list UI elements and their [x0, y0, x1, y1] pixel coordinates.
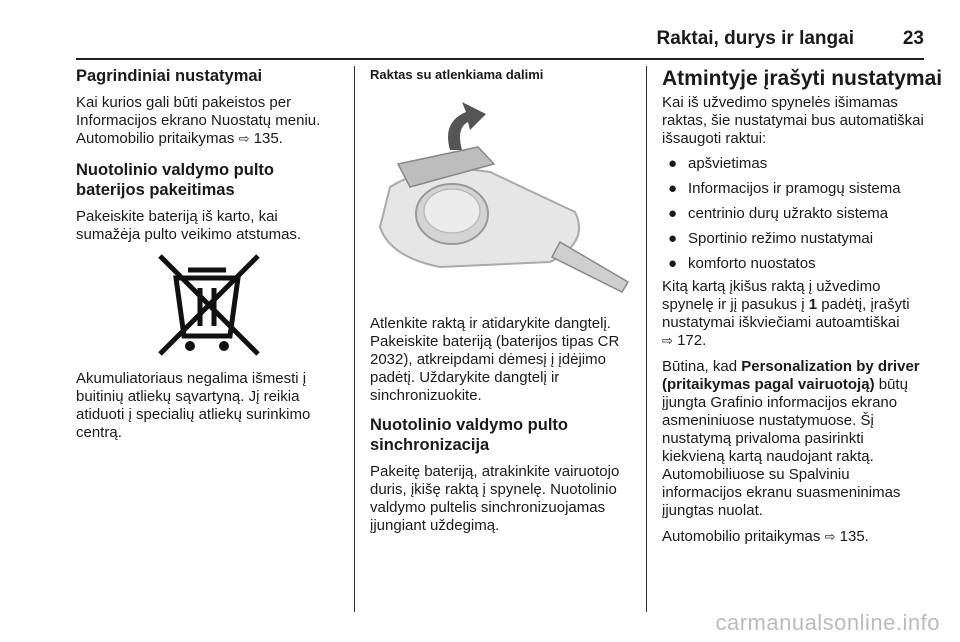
paragraph-battery-replace: Pakeiskite bateriją iš karto, kai sumažėja pulto veikimo atstumas.: [76, 208, 302, 243]
column-divider: [646, 66, 647, 612]
bullet-icon: ●: [668, 255, 678, 272]
heading-battery-replacement: Nuotolinio valdymo pulto baterijos pakeitimas: [76, 161, 274, 199]
heading-stored-settings: Atmintyje įrašyti nustatymai: [662, 67, 943, 90]
paragraph-disposal: Akumuliatoriaus negalima išmesti į buitinių atliekų sąvartyną. Jį reikia atiduoti į specialių atliekų surinkimo centrą.: [76, 370, 311, 441]
bullet-icon: ●: [668, 180, 678, 197]
list-item: ● apšvietimas: [668, 155, 768, 172]
page-reference[interactable]: 135.: [253, 130, 283, 147]
column-3: [662, 66, 943, 546]
page-header: [60, 28, 924, 54]
folding-key-figure: [370, 92, 635, 307]
watermark: carmanualsonline.info: [715, 610, 940, 635]
chapter-title: Raktai, durys ir langai: [656, 28, 854, 49]
list-item: ● Informacijos ir pramogų sistema: [668, 180, 901, 197]
column-divider: [354, 66, 355, 612]
paragraph-fold-open: Atlenkite raktą ir atidarykite dangtelį. Pakeiskite bateriją (baterijos tipas CR 2032), atkreipdami dėmesį į įdėjimo padėtį. Uždarykite dangtelį ir sinchronizuokite.: [370, 315, 620, 404]
bullet-icon: ●: [668, 205, 678, 222]
page-number: 23: [902, 28, 924, 49]
reference-arrow-icon: ⇨: [824, 529, 836, 544]
heading-basic-settings: Pagrindiniai nustatymai: [76, 67, 263, 85]
heading-sync: Nuotolinio valdymo pulto sinchronizacija: [370, 416, 568, 454]
column-2: [370, 66, 635, 535]
list-item: ● komforto nuostatos: [668, 255, 816, 272]
heading-folding-key: Raktas su atlenkiama dalimi: [370, 67, 544, 82]
bullet-icon: ●: [668, 230, 678, 247]
page-reference[interactable]: 172.: [677, 332, 707, 349]
header-rule: [76, 58, 924, 60]
ignition-position: 1: [808, 296, 818, 313]
reference-arrow-icon: ⇨: [238, 131, 250, 146]
crossed-bin-icon: [154, 252, 264, 360]
list-item: ● centrinio durų užrakto sistema: [668, 205, 889, 222]
list-item: ● Sportinio režimo nustatymai: [668, 230, 874, 247]
paragraph-stored-intro: Kai iš užvedimo spynelės išimamas raktas, šie nustatymai bus automatiškai išsaugoti raktui:: [662, 94, 924, 147]
column-1: [76, 66, 344, 442]
page-reference[interactable]: 135.: [839, 528, 869, 545]
paragraph-sync: Pakeitę bateriją, atrakinkite vairuotojo duris, įkišę raktą į spynelę. Nuotolinio valdymo pultelis sinchronizuojamas įjungiant uždegimą.: [370, 463, 620, 534]
bullet-icon: ●: [668, 155, 678, 172]
setting-name: Personalization by driver (pritaikymas pagal vairuotoją): [662, 358, 920, 393]
reference-arrow-icon: ⇨: [662, 333, 673, 348]
paragraph-customization-ref: Automobilio pritaikymas ⇨ 135.: [662, 528, 869, 545]
paragraph-next-time: Kitą kartą įkišus raktą į užvedimo spynelę ir jį pasukus į 1 padėtį, įrašyti nustatymai iškviečiami autoamtiškai ⇨ 172.: [662, 278, 910, 349]
stored-settings-list: [662, 155, 924, 273]
paragraph-basic-settings: Kai kurios gali būti pakeistos per Informacijos ekrano Nuostatų meniu. Automobilio pritaikymas ⇨ 135.: [76, 94, 321, 147]
paragraph-personalization: Būtina, kad Personalization by driver (pritaikymas pagal vairuotoją) būtų įjungta Grafinio informacijos ekrano asmeniniuose nustatymuose. Šį nustatymą privaloma pasirinkti kiekvieną kartą naudojant raktą. Automobiliuose su Spalviniu informacijos ekranu suasmeninimas įjungtas nuolat.: [662, 358, 920, 519]
